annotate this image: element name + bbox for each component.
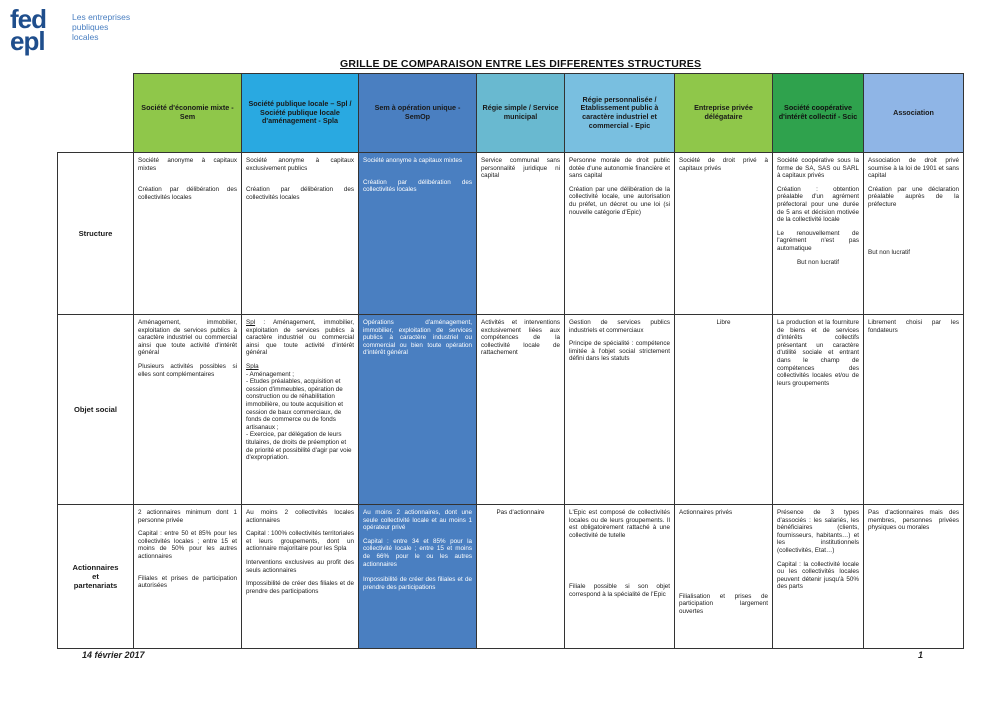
col-header-regie: Régie simple / Service municipal	[477, 74, 565, 153]
cell-text: Plusieurs activités possibles si elles sont complémentaires	[138, 362, 237, 378]
cell-text: 2 actionnaires minimum dont 1 personne privée	[138, 509, 237, 524]
corner-cell	[58, 74, 134, 153]
cell-text: Opérations d'aménagement, immobilier, exploitation de services publics à caractère industriel ou commercial ou bien toute opération d'intérêt général	[363, 319, 472, 357]
cell-text: Société de droit privé à capitaux privés	[679, 157, 768, 172]
col-header-semop: Sem à opération unique - SemOp	[359, 74, 477, 153]
cell-text: Capital : entre 50 et 85% pour les collectivités locales ; entre 15 et moins de 50% pour les autres actionnaires	[138, 530, 237, 560]
col-header-sem: Société d'économie mixte - Sem	[134, 74, 242, 153]
cell-objet-spl	[242, 315, 359, 505]
row-header-actionnaires	[58, 505, 134, 649]
cell-structure-semop	[359, 153, 477, 315]
cell-text: Impossibilité de créer des filiales et de prendre des participations	[363, 576, 472, 591]
cell-text: Filialisation et prises de participation largement ouvertes	[679, 592, 768, 615]
cell-text: Création par une délibération de la collectivité locale, une autorisation du préfet, un décret ou une loi (si nouvelle catégorie d'Epic)	[569, 185, 670, 216]
cell-text: Capital : entre 34 et 85% pour la collectivité locale ; entre 15 et moins de 66% pour le ou les autres actionnaires	[363, 537, 472, 568]
col-header-epic: Régie personnalisée / Etablissement public à caractère industriel et commercial - Epic	[565, 74, 675, 153]
cell-objet-prive	[675, 315, 773, 505]
col-header-scic: Société coopérative d'intérêt collectif - Scic	[773, 74, 864, 153]
cell-text	[246, 319, 354, 357]
cell-text: Présence de 3 types d'associés : les salariés, les bénéficiaires (clients, fournisseurs, habitants…) et les institutionnels (collectivités, Etat…)	[777, 509, 859, 554]
header-row	[58, 74, 964, 153]
cell-text: Principe de spécialité : compétence limitée à l'objet social strictement défini dans les statuts	[569, 340, 670, 363]
spla-item: - Etudes préalables, acquisition et cession d'immeubles, opération de construction ou de réhabilitation immobilière, ou toute acquisition et cession de baux commerciaux, de fonds de commerce ou de fonds artisanaux ;	[246, 378, 343, 431]
row-actionnaires	[58, 505, 964, 649]
cell-structure-sem	[134, 153, 242, 315]
cell-objet-regie	[477, 315, 565, 505]
cell-actionnaires-asso	[864, 505, 964, 649]
cell-text: Personne morale de droit public dotée d'une autonomie financière et sans capital	[569, 157, 670, 180]
cell-structure-regie	[477, 153, 565, 315]
cell-text: But non lucratif	[868, 248, 911, 256]
cell-text: Service communal sans personnalité juridique ni capital	[481, 157, 560, 180]
logo-line: Les entreprises	[72, 12, 131, 22]
row-header-objet-social: Objet social	[58, 315, 134, 505]
row-header-line: et	[92, 572, 99, 581]
cell-text: Société anonyme à capitaux exclusivement publics	[246, 157, 354, 172]
logo-mark	[10, 4, 46, 56]
cell-objet-epic	[565, 315, 675, 505]
cell-structure-prive	[675, 153, 773, 315]
logo-line: publiques	[72, 22, 109, 32]
cell-text: Impossibilité de créer des filiales et de prendre des participations	[246, 580, 354, 595]
cell-structure-scic	[773, 153, 864, 315]
cell-text: Pas d'actionnaires mais des membres, personnes privées physiques ou morales	[868, 509, 959, 532]
spla-item: - Exercice, par délégation de leurs titulaires, de droits de préemption et de priorité et possibilité d'agir par voie d'expropriation.	[246, 431, 352, 462]
cell-text: Pas d'actionnaire	[496, 509, 545, 516]
cell-text: Interventions exclusives au profit des seuls actionnaires	[246, 558, 354, 574]
cell-actionnaires-prive	[675, 505, 773, 649]
spl-heading: Spl	[246, 319, 256, 326]
cell-text: Librement choisi par les fondateurs	[868, 319, 959, 334]
col-header-prive: Entreprise privée délégataire	[675, 74, 773, 153]
cell-text: Le renouvellement de l'agrément n'est pas automatique	[777, 229, 859, 252]
logo-tagline	[72, 12, 162, 42]
cell-text: L'Epic est composé de collectivités locales ou de leurs groupements. Il est obligatoirement rattaché à une collectivité de tutelle	[569, 509, 670, 539]
spla-heading: Spla	[246, 362, 259, 370]
page-number: 1	[918, 650, 924, 660]
cell-text: Société coopérative sous la forme de SA, SAS ou SARL à capitaux privés	[777, 157, 859, 180]
cell-text: Gestion de services publics industriels et commerciaux	[569, 319, 670, 334]
cell-text: Aménagement, immobilier, exploitation de services publics à caractère industriel ou commercial ainsi que toute activité d'intérêt général	[138, 319, 237, 357]
cell-text: Au moins 2 actionnaires, dont une seule collectivité locale et au moins 1 opérateur privé	[363, 509, 472, 532]
row-objet-social	[58, 315, 964, 505]
cell-text: Au moins 2 collectivités locales actionnaires	[246, 509, 354, 524]
cell-text: Création : obtention préalable d'un agrément préfectoral pour une durée de 5 ans et décision motivée de la collectivité locale	[777, 185, 859, 224]
cell-structure-asso	[864, 153, 964, 315]
cell-actionnaires-sem	[134, 505, 242, 649]
cell-text: Association de droit privé soumise à la loi de 1901 et sans capital	[868, 157, 959, 180]
cell-structure-epic	[565, 153, 675, 315]
cell-text: But non lucratif	[796, 258, 839, 266]
row-structure	[58, 153, 964, 315]
logo-mark-fed: fed	[10, 4, 46, 34]
col-header-spl: Société publique locale – Spl / Société publique locale d'aménagement - Spla	[242, 74, 359, 153]
cell-objet-semop	[359, 315, 477, 505]
col-header-asso: Association	[864, 74, 964, 153]
cell-text: Filiale possible si son objet correspond à la spécialité de l'Epic	[569, 583, 670, 598]
cell-text: Création par délibération des collectivités locales	[246, 186, 354, 201]
comparison-table	[57, 73, 964, 649]
row-header-line: partenariats	[73, 581, 118, 590]
cell-actionnaires-scic	[773, 505, 864, 649]
logo-mark-epl: epl	[10, 26, 45, 56]
cell-text: Libre	[716, 319, 731, 326]
cell-text: Capital : 100% collectivités territoriales et leurs groupements, dont un actionnaire majoritaire pour les Spla	[246, 530, 354, 553]
cell-objet-asso	[864, 315, 964, 505]
cell-text: Société anonyme à capitaux mixtes	[138, 157, 237, 172]
page-title: GRILLE DE COMPARAISON ENTRE LES DIFFERENTES STRUCTURES	[340, 58, 702, 70]
cell-structure-spl	[242, 153, 359, 315]
cell-text: Création par délibération des collectivités locales	[138, 186, 237, 201]
cell-text: Actionnaires privés	[679, 509, 733, 516]
cell-actionnaires-spl	[242, 505, 359, 649]
footer-date: 14 février 2017	[82, 650, 145, 660]
cell-text: Filiales et prises de participation autorisées	[138, 574, 237, 590]
cell-text: La production et la fourniture de biens et de services d'intérêts collectifs présentant un caractère d'utilité sociale et entrant dans le champ de compétences des collectivités locales et/ou de leurs groupements	[777, 319, 859, 387]
cell-text: Activités et interventions exclusivement liées aux compétences de la collectivité locale de rattachement	[481, 319, 560, 357]
logo-line: locales	[72, 32, 99, 42]
row-header-structure: Structure	[58, 153, 134, 315]
spla-item: - Aménagement ;	[246, 370, 294, 378]
cell-objet-scic	[773, 315, 864, 505]
spl-text: : Aménagement, immobilier, exploitation de services publics à caractère industriel ou commercial ainsi que toute activité d'intérêt général	[246, 319, 354, 357]
row-header-line: Actionnaires	[72, 563, 119, 572]
cell-text: Création par une déclaration préalable auprès de la préfecture	[868, 185, 959, 208]
cell-actionnaires-regie	[477, 505, 565, 649]
fedepl-logo	[10, 4, 160, 63]
cell-text: Société anonyme à capitaux mixtes	[363, 157, 463, 164]
cell-text: Capital : la collectivité locale ou les collectivités locales peuvent détenir jusqu'à 50% des parts	[777, 560, 859, 591]
cell-objet-sem	[134, 315, 242, 505]
cell-actionnaires-epic	[565, 505, 675, 649]
cell-text: Création par délibération des collectivités locales	[363, 178, 472, 194]
cell-actionnaires-semop	[359, 505, 477, 649]
